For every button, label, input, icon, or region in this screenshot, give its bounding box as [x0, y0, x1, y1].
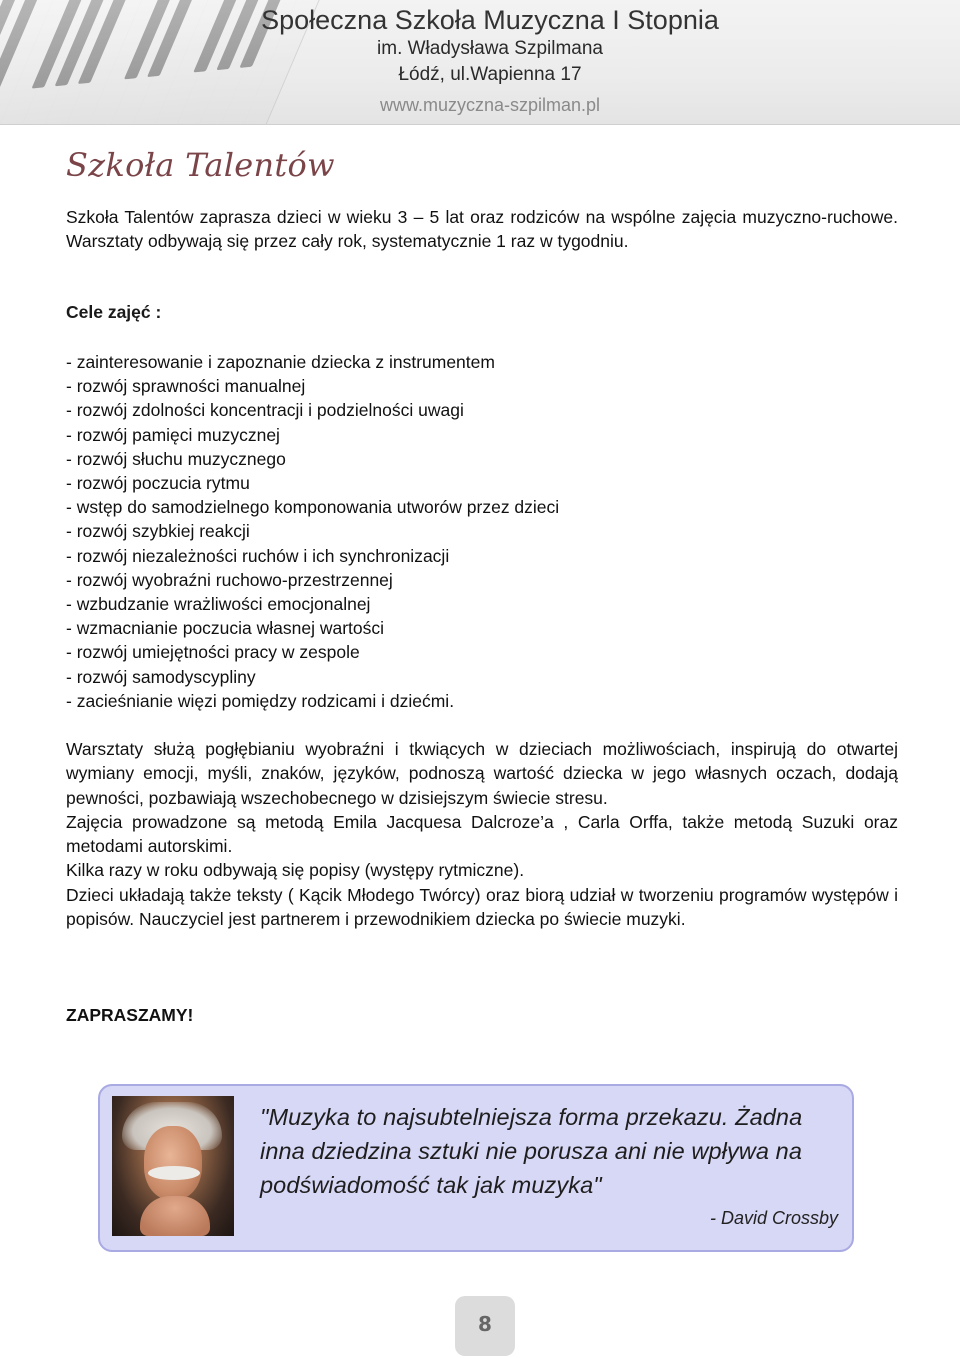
page-title: Szkoła Talentów: [66, 146, 335, 184]
list-item: - rozwój poczucia rytmu: [66, 473, 250, 494]
school-name: Społeczna Szkoła Muzyczna I Stopnia: [261, 5, 719, 35]
list-item: - rozwój wyobraźni ruchowo-przestrzennej: [66, 569, 393, 590]
page-header: [0, 0, 960, 125]
page-number: 8: [455, 1296, 515, 1356]
list-item: - wzbudzanie wrażliwości emocjonalnej: [66, 594, 371, 615]
goals-list: [66, 350, 559, 713]
intro-paragraph: Szkoła Talentów zaprasza dzieci w wieku 3 – 5 lat oraz rodziców na wspólne zajęcia muzyczno-ruchowe. Warsztaty odbywają się przez cały rok, systematycznie 1 raz w tygodniu.: [66, 207, 898, 252]
creativity-paragraph: Dzieci układają także teksty ( Kącik Młodego Twórcy) oraz biorą udział w tworzeniu programów występów i popisów. Nauczyciel jest partnerem i przewodnikiem dziecka po świecie muzyki.: [66, 884, 898, 930]
list-item: - wzmacnianie poczucia własnej wartości: [66, 618, 385, 639]
school-header: [240, 4, 740, 118]
quote-box: [98, 1084, 854, 1252]
list-item: - zacieśnianie więzi pomiędzy rodzicami i dziećmi.: [66, 690, 455, 711]
performances-paragraph: Kilka razy w roku odbywają się popisy (występy rytmiczne).: [66, 860, 525, 881]
list-item: - rozwój sprawności manualnej: [66, 376, 306, 397]
workshops-paragraph: Warsztaty służą pogłębianiu wyobraźni i tkwiących w dzieciach możliwościach, inspirują do otwartej wymiany emocji, myśli, znaków, języków, podnoszą wartość dziecka w jego własnych oczach, dodają pewności, pozbawiają wszechobecnego w dzisiejszym świecie stresu.: [66, 739, 898, 808]
call-to-action: ZAPRASZAMY!: [66, 1005, 194, 1025]
list-item: - rozwój pamięci muzycznej: [66, 424, 280, 445]
author-portrait: [112, 1096, 234, 1236]
list-item: - rozwój szybkiej reakcji: [66, 521, 250, 542]
quote-text: "Muzyka to najsubtelniejsza forma przekazu. Żadna inna dziedzina sztuki nie porusza ani nie wpływa na podświadomość tak jak muzyka": [260, 1104, 803, 1198]
description-section: [66, 737, 898, 931]
list-item: - rozwój umiejętności pracy w zespole: [66, 642, 360, 663]
list-item: - rozwój niezależności ruchów i ich synchronizacji: [66, 545, 450, 566]
list-item: - rozwój słuchu muzycznego: [66, 448, 286, 469]
school-patron: im. Władysława Szpilmana: [377, 38, 603, 59]
school-address: Łódź, ul.Wapienna 17: [398, 64, 582, 85]
quote-author: - David Crossby: [709, 1208, 838, 1228]
school-website: www.muzyczna-szpilman.pl: [379, 95, 601, 115]
goals-heading: Cele zajęć :: [66, 302, 162, 322]
list-item: - wstęp do samodzielnego komponowania utworów przez dzieci: [66, 497, 560, 518]
list-item: - rozwój zdolności koncentracji i podzielności uwagi: [66, 400, 464, 421]
list-item: - rozwój samodyscypliny: [66, 666, 256, 687]
methods-paragraph: Zajęcia prowadzone są metodą Emila Jacquesa Dalcroze’a , Carla Orffa, także metodą Suzuki oraz metodami autorskimi.: [66, 811, 898, 857]
list-item: - zainteresowanie i zapoznanie dziecka z instrumentem: [66, 352, 495, 372]
